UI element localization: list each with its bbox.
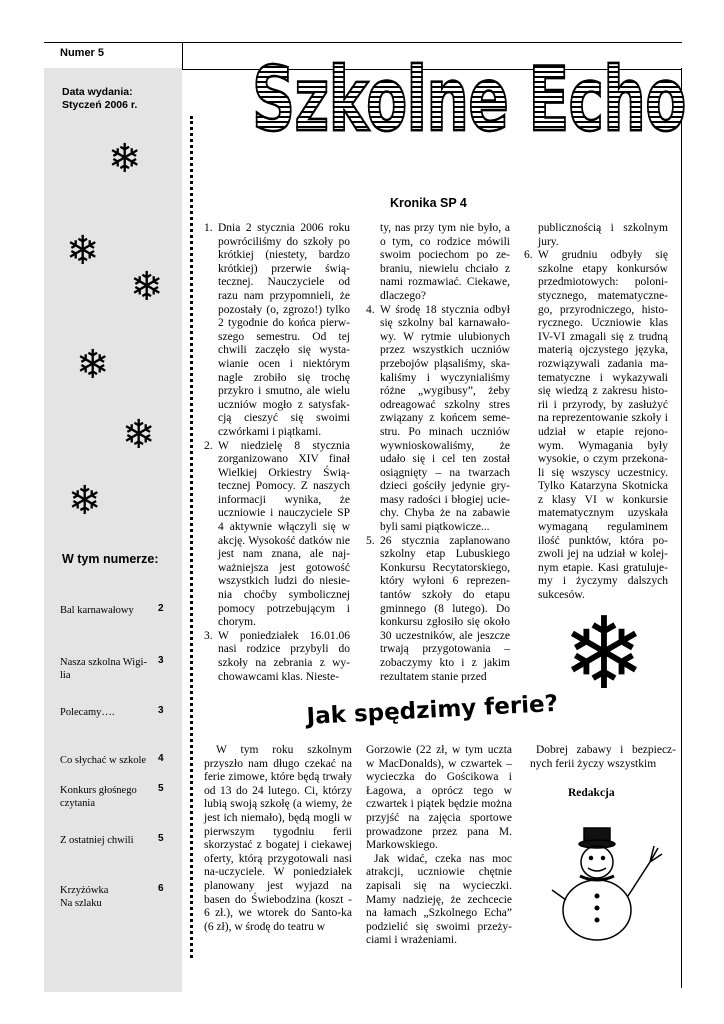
toc-item-page: 4 — [158, 753, 164, 764]
toc-item-page: 6 — [158, 883, 164, 894]
issue-number: Numer 5 — [60, 47, 105, 59]
snowflake-icon: ❄ — [562, 595, 646, 712]
toc-item-line: Polecamy…. — [60, 707, 115, 718]
kronika-item-number: 2. — [204, 439, 213, 452]
sidebar — [44, 68, 182, 992]
kronika-item — [524, 222, 668, 249]
toc-heading: W tym numerze: — [62, 552, 159, 566]
snowflake-icon: ❄ — [68, 478, 102, 524]
toc-item-line: czytania — [60, 798, 95, 809]
kronika-item-text: Dnia 2 stycznia 2006 roku powróciliśmy do szkoły po krótkiej (niestety, bardzo krótkiej) przerwie świą-tecznej. Nauczyciele od razu nam przypomnieli, że pozostały (o, zgrozo!) tylko 2 tygodnie do końca pierw-szego semestru. Od tej chwili zaczęło się wysta-wianie ocen i niektórym nagle zrobiło się trochę przykro i smutno, ale wielu uczniów mogło z satysfak-cją cieszyć się swoimi czwórkami i piątkami. — [218, 222, 350, 438]
toc-item-title — [60, 604, 152, 617]
ferie-wishes: Dobrej zabawy i bezpiecz-nych ferii życzy wszystkim — [530, 744, 676, 770]
publication-date — [62, 86, 137, 112]
kronika-item-number: 1. — [204, 222, 213, 234]
header-divider — [182, 43, 183, 69]
toc-item-page: 3 — [158, 655, 164, 666]
section-heading-kronika: Kronika SP 4 — [390, 196, 467, 210]
kronika-item — [366, 304, 510, 535]
kronika-item — [204, 440, 350, 630]
publication-date-label: Data wydania: — [62, 86, 133, 98]
kronika-item-number: 3. — [204, 629, 213, 642]
toc-item-title — [60, 656, 152, 682]
toc-item-line: Z ostatniej chwili — [60, 835, 134, 846]
toc-item-line: Bal karnawałowy — [60, 605, 134, 616]
kronika-item — [524, 249, 668, 602]
kronika-item-text: 26 stycznia zaplanowano szkolny etap Lubuskiego Konkursu Recytatorskiego, który wyłoni 6 reprezen-tantów szkoły do etapu gminnego (8 lutego). Do konkursu zgłosiło się około 30 uczestników, ale jeszcze trwają przygotowania – zobaczymy kto i z jakim rezultatem stanie przed — [380, 534, 510, 683]
kronika-item-text: publicznością i szkolnym jury. — [538, 222, 668, 248]
kronika-item-number: 4. — [366, 303, 375, 316]
toc-item-page: 3 — [158, 705, 164, 716]
snowman-icon — [548, 822, 672, 946]
signature-redakcja: Redakcja — [568, 787, 615, 799]
kronika-column-2 — [366, 222, 510, 684]
ferie-column-1 — [204, 744, 352, 934]
ferie-paragraph: Gorzowie (22 zł, w tym uczta w MacDonalds), w czwartek – wycieczka do Gościkowa i Łagowa, a oprócz tego w czwartek i piątek będzie można przyjść na zajęcia sportowe prowadzone przez pana M. Markowskiego. — [366, 744, 512, 852]
toc-item-title — [60, 784, 152, 810]
snowflake-icon: ❄ — [122, 412, 156, 458]
kronika-item — [366, 222, 510, 304]
toc-item-page: 5 — [158, 833, 164, 844]
kronika-item-text: W środę 18 stycznia odbył się szkolny bal karnawało-wy. W rytmie ulubionych przez wszystkich uczniów przebojów pląsaliśmy, ska-kaliśmy i wyczynialiśmy różne „wygibusy”, żeby odreagować szkolny stres związany z końcem seme-stru. Po minach uczniów wywnioskowaliśmy, że udało się i cel ten został osiągnięty – na twarzach dzieci gościły jedynie gry-masy radości i błogiej ucie-chy. Chyba że na zabawie byli sami piątkowicze... — [380, 303, 510, 534]
ferie-paragraph: W tym roku szkolnym przyszło nam długo czekać na ferie zimowe, które będą trwały od 13 do 24 lutego. Ci, którzy lubią swoją szkołę (a wiemy, że jest ich niemało), będą mogli w pierwszym tygodniu ferii skorzystać z bogatej i ciekawej oferty, którą przygotowali nasi na-uczyciele. W poniedziałek planowany jest wyjazd na basen do Świebodzina (koszt - 6 zł.), we wtorek do Santo-ka (6 zł), w środę do teatru w — [204, 744, 352, 933]
snowflake-icon: ❄ — [66, 228, 100, 274]
toc-item-line: Co słychać w szkole — [60, 755, 147, 766]
toc-item-title — [60, 706, 152, 719]
snowflake-icon: ❄ — [108, 136, 142, 182]
kronika-item-text: W niedzielę 8 stycznia zorganizowano XIV finał Wielkiej Orkiestry Świą-tecznej Pomocy. Z naszych informacji wynika, że uczniowie i nauczyciele SP 4 aktywnie włączyli się w akcję. Wysokość datków nie jest nam znana, ale naj-ważniejsza jest gotowość wszystkich ludzi do niesie-nia choćby symbolicznej pomocy potrzebującym i chorym. — [218, 439, 350, 629]
snowflake-icon: ❄ — [130, 264, 164, 310]
toc-item-title — [60, 754, 152, 767]
kronika-item-text: W poniedziałek 16.01.06 nasi rodzice przybyli do szkoły na zebrania z wy-chowawcami klas. Nieste- — [218, 629, 350, 683]
masthead-title: Szkolne Echo — [252, 48, 686, 151]
section-heading-ferie: Jak spędzimy ferie? — [306, 690, 559, 730]
ferie-column-2 — [366, 744, 512, 948]
toc-item-title — [60, 884, 152, 910]
publication-date-value: Styczeń 2006 r. — [62, 99, 138, 111]
toc-item-page: 2 — [158, 603, 164, 614]
kronika-item-number: 5. — [366, 534, 375, 547]
kronika-item — [204, 222, 350, 440]
page-right-rule — [681, 68, 682, 988]
kronika-item-text: W grudniu odbyły się szkolne etapy konkursów przedmiotowych: poloni-stycznego, matematyczne-go, przyrodniczego, histo-rycznego. Uczniowie klas IV-VI zmagali się z trudną materią ojczystego języka, rozwiązywali zadania ma-tematyczne i wykazywali się wiedzą z zakresu histo-rii i przyrody, by zasłużyć na reprezentowanie szkoły i udział w etapie rejono-wym. Wymagania były wysokie, o czym przekona-li się wszyscy uczestnicy. Tylko Katarzyna Skotnicka z klasy VI w konkursie matematycznym uzyskała wymaganą regulaminem ilość punktów, która po-zwoli jej na udział w kolej-nym etapie. Kasi gratuluje-my i życzymy dalszych sukcesów. — [538, 249, 668, 602]
toc-item-line: Nasza szkolna Wigi- — [60, 657, 147, 668]
column-separator — [190, 116, 193, 958]
toc-item-page: 5 — [158, 783, 164, 794]
kronika-item — [204, 630, 350, 684]
kronika-item-text: ty, nas przy tym nie było, a o tym, co rodzice mówili swoim pociechom po ze-braniu, niewielu chciało z nami rozmawiać. Ciekawe, dlaczego? — [380, 222, 510, 302]
ferie-paragraph: Jak widać, czeka nas moc atrakcji, uczniowie chętnie zapisali się na wycieczki. Mamy nadzieję, że zechcecie na łamach „Szkolnego Echa” podzielić się swoimi przeży-ciami i wrażeniami. — [366, 852, 512, 947]
toc-item-line: Krzyżówka — [60, 885, 109, 896]
kronika-item — [366, 535, 510, 685]
kronika-column-1 — [204, 222, 350, 684]
kronika-column-3 — [524, 222, 668, 603]
ferie-column-3 — [530, 744, 676, 771]
snowflake-icon: ❄ — [76, 342, 110, 388]
toc-item-title — [60, 834, 152, 847]
toc-item-line: Na szlaku — [60, 898, 102, 909]
kronika-item-number: 6. — [524, 249, 533, 262]
toc-item-line: lia — [60, 670, 71, 681]
toc-item-line: Konkurs głośnego — [60, 785, 137, 796]
